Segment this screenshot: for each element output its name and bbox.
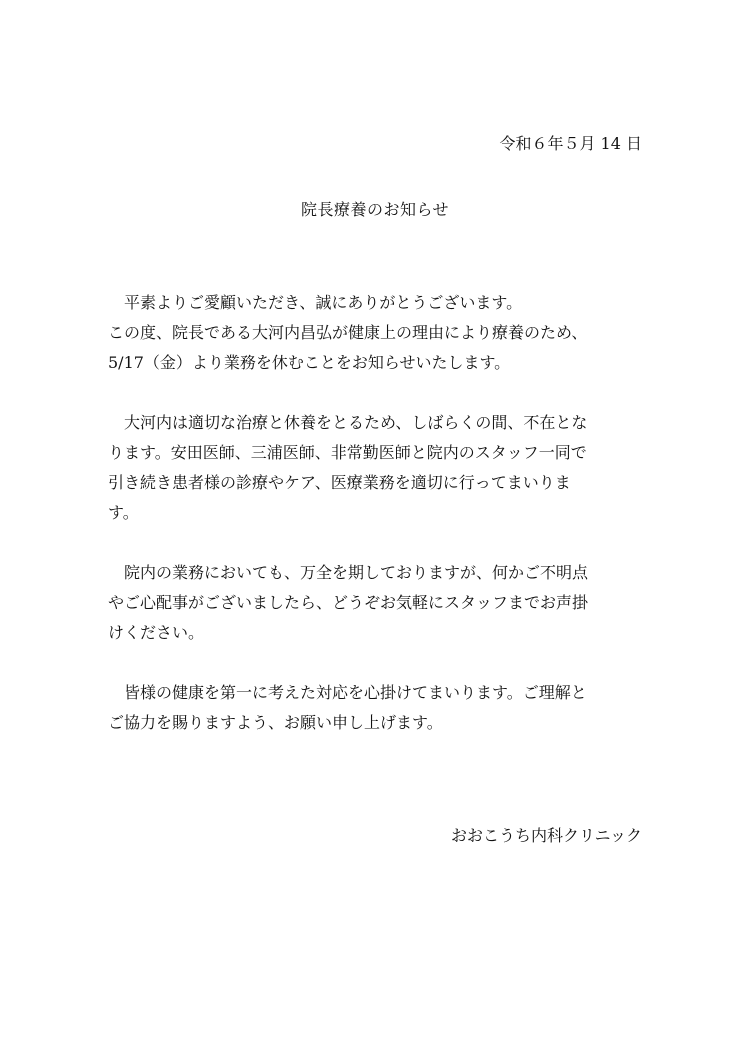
notice-body [108, 288, 642, 768]
paragraph-absence [108, 408, 642, 528]
paragraph-line: ご協力を賜りますよう、お願い申し上げます。 [108, 713, 443, 732]
notice-date: 令和６年５月 14 日 [499, 134, 642, 153]
paragraph-line: けください。 [108, 623, 205, 642]
paragraph-line: 平素よりご愛顧いただき、誠にありがとうございます。 [124, 293, 523, 312]
paragraph-contact [108, 558, 642, 648]
paragraph-line: やご心配事がございましたら、どうぞお気軽にスタッフまでお声掛 [108, 593, 589, 612]
paragraph-line: この度、院長である大河内昌弘が健康上の理由により療養のため、 [108, 323, 588, 342]
paragraph-closing [108, 678, 642, 738]
paragraph-line: 皆様の健康を第一に考えた対応を心掛けてまいります。ご理解と [124, 683, 587, 702]
paragraph-line: す。 [108, 503, 139, 522]
clinic-signature: おおこうち内科クリニック [450, 826, 642, 845]
paragraph-line: 院内の業務においても、万全を期しておりますが、何かご不明点 [124, 563, 589, 582]
paragraph-line: 引き続き患者様の診療やケア、医療業務を適切に行ってまいりま [108, 473, 571, 492]
paragraph-line: 大河内は適切な治療と休養をとるため、しばらくの間、不在とな [124, 413, 588, 432]
paragraph-greeting [108, 288, 642, 378]
paragraph-line: ります。安田医師、三浦医師、非常勤医師と院内のスタッフ一同で [108, 443, 587, 462]
paragraph-line: 5/17（金）より業務を休むことをお知らせいたします。 [108, 353, 511, 372]
notice-title: 院長療養のお知らせ [300, 200, 450, 219]
